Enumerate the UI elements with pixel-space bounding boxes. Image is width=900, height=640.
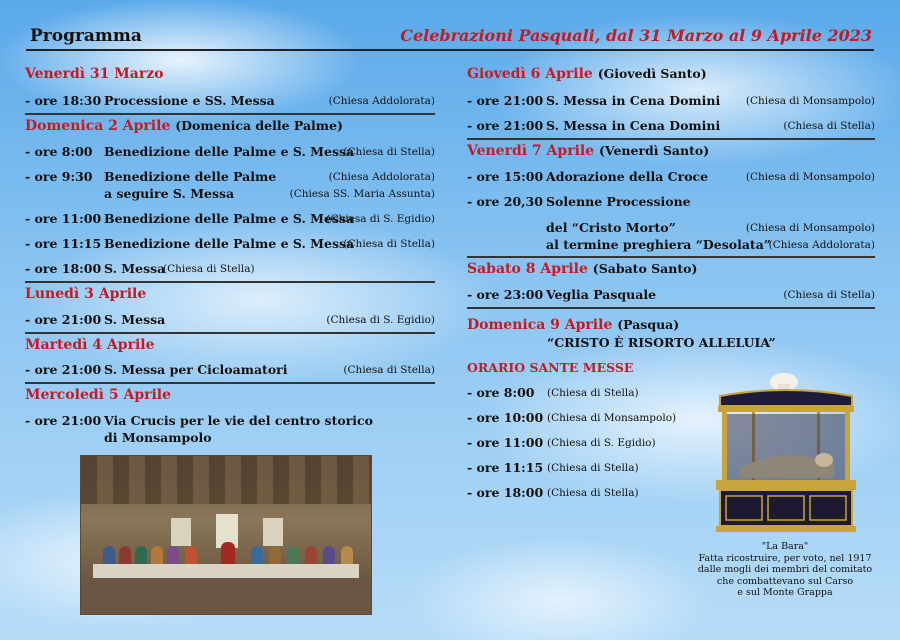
header-divider <box>26 49 874 51</box>
event-time: - ore 8:00 <box>25 144 93 159</box>
section-divider <box>25 113 435 115</box>
event-desc: Benedizione delle Palme <box>104 169 277 184</box>
mass-church: (Chiesa di Stella) <box>547 387 639 399</box>
mass-schedule-heading: ORARIO SANTE MESSE <box>467 360 634 375</box>
caption-line: che combattevano sul Carso <box>716 575 854 587</box>
event-church: (Chiesa Addolorata) <box>328 171 435 183</box>
event-desc: Processione e SS. Messa <box>104 93 275 108</box>
day-heading-lunedi-3: Lunedì 3 Aprile <box>25 286 147 302</box>
event-time: - ore 21:00 <box>467 118 544 133</box>
celebrations-title: Celebrazioni Pasquali, dal 31 Marzo al 9 Aprile 2023 <box>400 26 872 45</box>
event-time: - ore 21:00 <box>25 312 102 327</box>
mass-time: - ore 8:00 <box>467 385 535 400</box>
event-church: (Chiesa di Stella) <box>783 120 875 132</box>
event-desc: Solenne Processione <box>546 194 691 209</box>
la-bara-image <box>712 372 860 534</box>
day-subtitle: (Domenica delle Palme) <box>175 118 343 133</box>
event-church: (Chiesa di Stella) <box>343 146 435 158</box>
section-divider <box>467 307 875 309</box>
event-desc-continued: di Monsampolo <box>104 430 212 445</box>
event-church: (Chiesa di Stella) <box>783 289 875 301</box>
event-time: - ore 23:00 <box>467 287 544 302</box>
event-church: (Chiesa di Stella) <box>163 263 255 275</box>
event-time: - ore 20,30 <box>467 194 543 209</box>
day-heading-domenica-2: Domenica 2 Aprile (Domenica delle Palme) <box>25 118 343 134</box>
day-subtitle: (Giovedì Santo) <box>597 66 707 81</box>
easter-motto: “CRISTO È RISORTO ALLELUIA” <box>547 335 776 350</box>
event-desc: Benedizione delle Palme e S. Messa <box>104 211 355 226</box>
event-church: (Chiesa di S. Egidio) <box>326 213 435 225</box>
section-divider <box>25 332 435 334</box>
day-heading-martedi-4: Martedì 4 Aprile <box>25 337 155 353</box>
caption-line: Fatta ricostruire, per voto, nel 1917 <box>698 552 872 564</box>
day-subtitle: (Sabato Santo) <box>592 261 698 276</box>
event-time: - ore 21:00 <box>25 413 102 428</box>
day-heading-giovedi-6: Giovedì 6 Aprile (Giovedì Santo) <box>467 66 707 82</box>
event-time: - ore 11:15 <box>25 236 102 251</box>
caption-line: e sul Monte Grappa <box>737 587 833 598</box>
event-desc: Benedizione delle Palme e S. Messa <box>104 236 355 251</box>
event-time: - ore 18:30 <box>25 93 102 108</box>
day-subtitle: (Venerdì Santo) <box>599 143 710 158</box>
event-desc: Adorazione della Croce <box>546 169 709 184</box>
mass-church: (Chiesa di S. Egidio) <box>547 437 656 449</box>
event-church: (Chiesa di Stella) <box>343 238 435 250</box>
event-desc: al termine preghiera “Desolata” <box>546 237 771 252</box>
event-church-secondary: (Chiesa SS. Maria Assunta) <box>289 188 435 200</box>
day-heading-venerdi-7: Venerdì 7 Aprile (Venerdì Santo) <box>467 143 710 159</box>
event-time: - ore 21:00 <box>467 93 544 108</box>
caption-line: dalle mogli dei membri del comitato <box>697 564 873 575</box>
event-church: (Chiesa Addolorata) <box>768 239 875 251</box>
day-subtitle: (Pasqua) <box>617 317 680 332</box>
event-desc: S. Messa per Cicloamatori <box>104 362 288 377</box>
event-time: - ore 21:00 <box>25 362 102 377</box>
event-time: - ore 11:00 <box>25 211 102 226</box>
event-desc: del “Cristo Morto” <box>546 220 676 235</box>
la-bara-caption <box>690 541 880 599</box>
mass-time: - ore 11:00 <box>467 435 544 450</box>
event-time: - ore 9:30 <box>25 169 93 184</box>
mass-church: (Chiesa di Stella) <box>547 487 639 499</box>
day-heading-domenica-9: Domenica 9 Aprile (Pasqua) <box>467 317 680 333</box>
event-desc-continued: a seguire S. Messa <box>104 186 235 201</box>
mass-church: (Chiesa di Monsampolo) <box>547 412 677 424</box>
day-heading-sabato-8: Sabato 8 Aprile (Sabato Santo) <box>467 261 698 277</box>
event-desc: S. Messa in Cena Domini <box>546 93 721 108</box>
section-divider <box>467 138 875 140</box>
event-desc: S. Messa <box>104 261 166 276</box>
mass-church: (Chiesa di Stella) <box>547 462 639 474</box>
event-desc: S. Messa <box>104 312 166 327</box>
event-church: (Chiesa di Monsampolo) <box>745 95 875 107</box>
section-divider <box>25 281 435 283</box>
event-church: (Chiesa di Monsampolo) <box>745 222 875 234</box>
last-supper-painting <box>80 455 372 615</box>
section-divider <box>25 382 435 384</box>
caption-title: "La Bara" <box>761 541 809 552</box>
event-time: - ore 15:00 <box>467 169 544 184</box>
day-heading-venerdi-31: Venerdì 31 Marzo <box>25 66 164 82</box>
event-church: (Chiesa di Stella) <box>343 364 435 376</box>
mass-time: - ore 18:00 <box>467 485 544 500</box>
event-desc: S. Messa in Cena Domini <box>546 118 721 133</box>
event-church: (Chiesa di Monsampolo) <box>745 171 875 183</box>
event-desc: Veglia Pasquale <box>546 287 657 302</box>
event-desc: Via Crucis per le vie del centro storico <box>104 413 373 428</box>
mass-time: - ore 10:00 <box>467 410 544 425</box>
event-time: - ore 18:00 <box>25 261 102 276</box>
section-divider <box>467 256 875 258</box>
mass-time: - ore 11:15 <box>467 460 544 475</box>
day-heading-mercoledi-5: Mercoledì 5 Aprile <box>25 387 172 403</box>
event-church: (Chiesa di S. Egidio) <box>326 314 435 326</box>
event-church: (Chiesa Addolorata) <box>328 95 435 107</box>
program-title: Programma <box>30 26 142 46</box>
event-desc: Benedizione delle Palme e S. Messa <box>104 144 355 159</box>
